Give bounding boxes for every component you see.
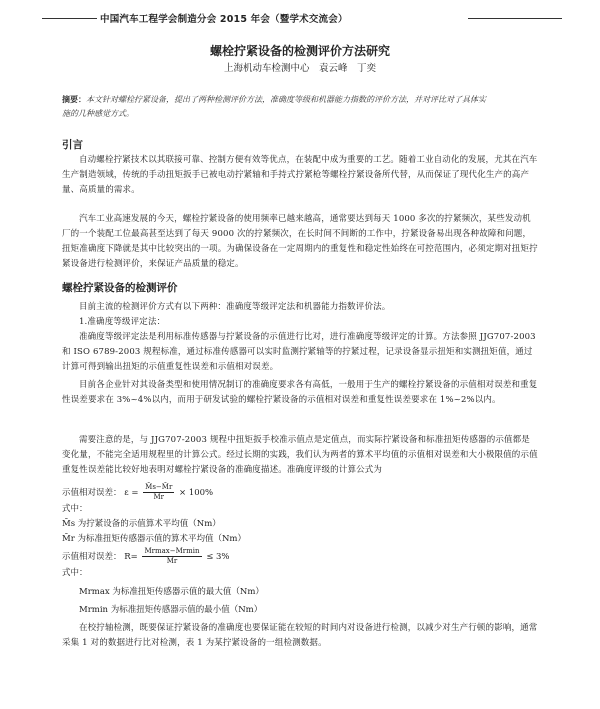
equation-repeatability xyxy=(62,547,230,566)
running-header xyxy=(42,11,562,25)
equation-label: 示值相对误差： xyxy=(62,552,122,562)
equation-numerator: Mrmax−Mrmin xyxy=(144,547,200,555)
equation-lhs: R= xyxy=(124,552,138,562)
section1-intro: 目前主流的检测评价方式有以下两种：准确度等级评定法和机器能力指数评价法。 xyxy=(79,302,391,312)
definition-mr: M̄r 为标准扭矩传感器示值的算术平均值（Nm） xyxy=(62,534,246,544)
equation-tail: × 100% xyxy=(179,488,214,498)
subsection-heading-accuracy: 1.准确度等级评定法： xyxy=(79,317,166,327)
definition-ms: M̄s 为拧紧设备的示值算术平均值（Nm） xyxy=(62,519,221,529)
paper-title: 螺栓拧紧设备的检测评价方法研究 xyxy=(209,44,390,58)
equation-relative-error xyxy=(62,483,213,502)
abstract-label: 摘要： xyxy=(62,94,86,104)
definition-mrmin: Mrmin 为标准扭矩传感器示值的最小值（Nm） xyxy=(79,605,263,615)
equation-fraction xyxy=(142,547,201,566)
equation-denominator: M̄r xyxy=(166,557,178,565)
intro-paragraph-1: 自动螺栓拧紧技术以其联接可靠、控制方便有效等优点，在装配中成为重要的工艺。随着工业自动化的发展，尤其在汽车生产制造领域，传统的手动扭矩扳手已被电动拧紧轴和手持式拧紧枪等螺栓拧紧设备所代替，从而保证了现代化生产的高产量、高质量的需求。 xyxy=(62,155,538,195)
section1-paragraph-2: 目前各企业针对其设备类型和使用情况制订的准确度要求各有高低，一般用于生产的螺栓拧紧设备的示值相对误差和重复性误差要求在 3%~4%以内，而用于研发试验的螺栓拧紧设备的示值相对误差和重复性误差要求在 1%~2%以内。 xyxy=(62,380,538,405)
section1-paragraph-1: 准确度等级评定法是利用标准传感器与拧紧设备的示值进行比对，进行准确度等级评定的计算。方法参照 JJG707-2003 和 ISO 6789-2003 规程标准，通过标准传感器可以实时监测拧紧轴等的拧紧过程，记录设备显示扭矩和实测扭矩值，通过计算可得到输出扭矩的示值重复性误差和示值相对误差。 xyxy=(62,332,536,372)
conference-name: 中国汽车工程学会制造分会 2015 年会（暨学术交流会） xyxy=(100,14,348,25)
section-heading-evaluation: 螺栓拧紧设备的检测评价 xyxy=(62,282,178,294)
abstract-line-1: 摘要：本文针对螺栓拧紧设备，提出了两种检测评价方法，准确度等级和机器能力指数的评价方法，并对评比对了具体实 xyxy=(62,94,486,104)
definition-mrmax: Mrmax 为标准扭矩传感器示值的最大值（Nm） xyxy=(79,587,264,597)
abstract-line-2: 施的几种感觉方式。 xyxy=(62,109,134,118)
equation-fraction xyxy=(143,483,174,502)
section1-paragraph-3: 需要注意的是，与 JJG707-2003 规程中扭矩扳手校准示值点是定值点，而实际拧紧设备和标准扭矩传感器的示值都是变化量，不能完全适用规程里的计算公式。经过长期的实践，我们认为两者的算术平均值的示值相对误差和大小极限值的示值重复性误差能比较好地表明对螺栓拧紧设备的准确度描述。准确度评级的计算公式为 xyxy=(62,435,538,475)
intro-paragraph-2: 汽车工业高速发展的今天，螺栓拧紧设备的使用频率已越来越高，通常要达到每天 1000 多次的拧紧频次，某些发动机厂的一个装配工位最高甚至达到了每天 9000 次的拧紧频次，在长时间不间断的工作中，拧紧设备易出现各种故障和问题，扭矩准确度下降就是其中比较突出的一项。为确保设备在一定周期内的重复性和稳定性始终在可控范围内，必须定期对扭矩拧紧设备进行检测评价，来保证产品质量的稳定。 xyxy=(62,214,538,269)
equation-numerator: M̄s−M̄r xyxy=(145,483,173,491)
header-rule-left xyxy=(42,18,97,19)
equation-lhs: ε = xyxy=(124,488,139,498)
equation-tail: ≤ 3% xyxy=(206,552,230,562)
section1-paragraph-4: 在校拧轴检测，既要保证拧紧设备的准确度也要保证能在较短的时间内对设备进行检测，以减少对生产行顿的影响，通常采集 1 对的数据进行比对检测，表 1 为某拧紧设备的一组检测数据。 xyxy=(62,623,538,648)
header-rule-right xyxy=(468,18,562,19)
where-label-2: 式中： xyxy=(62,568,88,578)
abstract xyxy=(62,92,540,121)
equation-denominator: M̄r xyxy=(153,493,164,501)
paper-authors: 上海机动车检测中心 袁云峰 丁奕 xyxy=(223,63,376,74)
section-heading-intro: 引言 xyxy=(62,139,83,151)
equation-label: 示值相对误差： xyxy=(62,488,122,498)
where-label-1: 式中： xyxy=(62,504,88,514)
